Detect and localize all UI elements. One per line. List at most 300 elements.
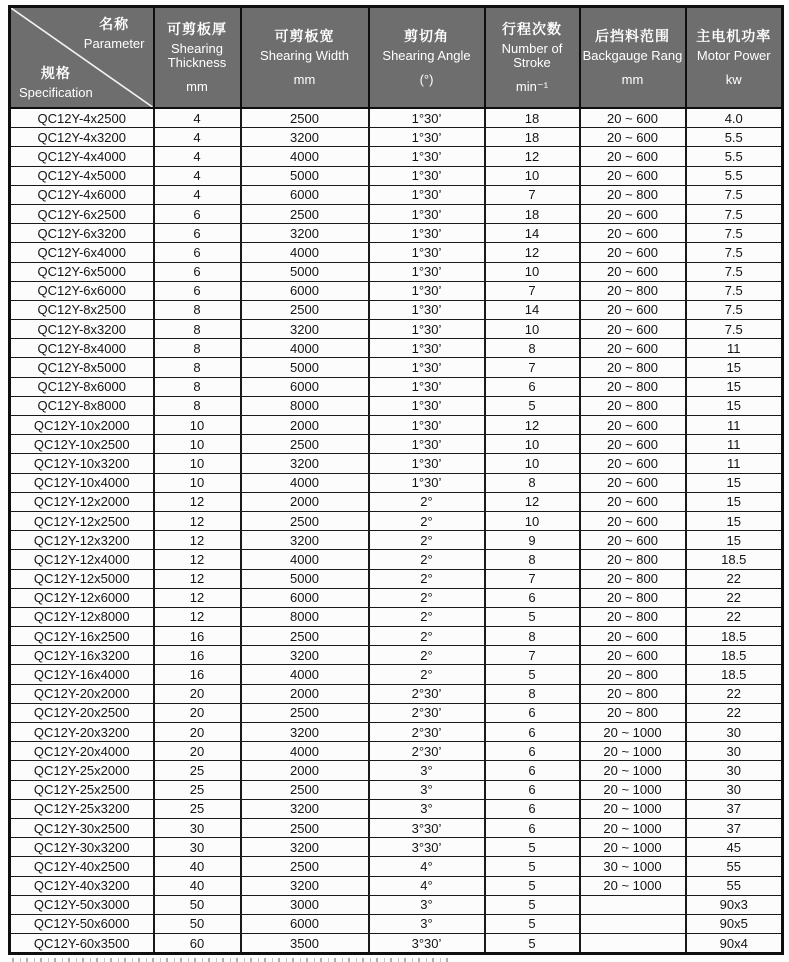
spec-row	[10, 646, 783, 665]
thickness-cell: 4	[154, 128, 241, 147]
thickness-cell: 30	[154, 818, 241, 837]
thickness-cell: 12	[154, 588, 241, 607]
spec-row	[10, 358, 783, 377]
strokes-cell: 7	[485, 281, 580, 300]
backgauge-cell: 20 ~ 600	[580, 473, 686, 492]
backgauge-cell: 20 ~ 800	[580, 684, 686, 703]
backgauge-cell: 20 ~ 600	[580, 243, 686, 262]
col-backgauge-en: Backgauge Rang	[582, 48, 683, 63]
backgauge-cell: 20 ~ 1000	[580, 761, 686, 780]
spec-row	[10, 454, 783, 473]
width-cell: 5000	[241, 166, 369, 185]
thickness-cell: 30	[154, 838, 241, 857]
width-cell: 2500	[241, 780, 369, 799]
width-cell: 6000	[241, 914, 369, 933]
backgauge-cell: 20 ~ 600	[580, 166, 686, 185]
backgauge-cell: 20 ~ 800	[580, 665, 686, 684]
strokes-cell: 5	[485, 838, 580, 857]
model-cell: QC12Y-30x3200	[10, 838, 154, 857]
angle-cell: 1°30’	[369, 435, 485, 454]
thickness-cell: 10	[154, 435, 241, 454]
col-width-en: Shearing Width	[260, 48, 349, 63]
corner-specification-label	[19, 65, 93, 100]
backgauge-cell: 20 ~ 1000	[580, 838, 686, 857]
width-cell: 2500	[241, 204, 369, 223]
spec-row	[10, 243, 783, 262]
model-cell: QC12Y-20x2500	[10, 703, 154, 722]
spec-row	[10, 914, 783, 933]
strokes-cell: 7	[485, 569, 580, 588]
backgauge-cell: 20 ~ 600	[580, 435, 686, 454]
width-cell: 4000	[241, 550, 369, 569]
power-cell: 22	[686, 607, 783, 626]
width-cell: 6000	[241, 281, 369, 300]
model-cell: QC12Y-8x6000	[10, 377, 154, 396]
spec-row	[10, 761, 783, 780]
angle-cell: 2°	[369, 646, 485, 665]
spec-row	[10, 166, 783, 185]
power-cell: 22	[686, 588, 783, 607]
strokes-cell: 7	[485, 646, 580, 665]
angle-cell: 2°	[369, 569, 485, 588]
spec-row	[10, 128, 783, 147]
angle-cell: 3°	[369, 780, 485, 799]
power-cell: 7.5	[686, 262, 783, 281]
power-cell: 30	[686, 761, 783, 780]
strokes-cell: 8	[485, 473, 580, 492]
model-cell: QC12Y-20x4000	[10, 742, 154, 761]
header-col-angle	[369, 7, 485, 109]
width-cell: 2500	[241, 627, 369, 646]
spec-row	[10, 588, 783, 607]
backgauge-cell: 20 ~ 800	[580, 703, 686, 722]
spec-row	[10, 185, 783, 204]
width-cell: 2500	[241, 703, 369, 722]
spec-row	[10, 799, 783, 818]
angle-cell: 3°30’	[369, 838, 485, 857]
corner-parameter-label	[84, 16, 145, 51]
width-cell: 2000	[241, 684, 369, 703]
backgauge-cell	[580, 895, 686, 914]
backgauge-cell: 20 ~ 600	[580, 262, 686, 281]
angle-cell: 1°30’	[369, 396, 485, 415]
model-cell: QC12Y-6x2500	[10, 204, 154, 223]
strokes-cell: 5	[485, 665, 580, 684]
spec-row	[10, 665, 783, 684]
strokes-cell: 8	[485, 627, 580, 646]
spec-row	[10, 262, 783, 281]
thickness-cell: 12	[154, 531, 241, 550]
col-power-en: Motor Power	[696, 48, 771, 63]
width-cell: 3200	[241, 454, 369, 473]
model-cell: QC12Y-60x3500	[10, 934, 154, 954]
power-cell: 7.5	[686, 320, 783, 339]
strokes-cell: 5	[485, 876, 580, 895]
strokes-cell: 5	[485, 934, 580, 954]
backgauge-cell: 20 ~ 600	[580, 147, 686, 166]
thickness-cell: 25	[154, 761, 241, 780]
angle-cell: 1°30’	[369, 204, 485, 223]
thickness-cell: 6	[154, 281, 241, 300]
width-cell: 2500	[241, 300, 369, 319]
spec-row	[10, 224, 783, 243]
backgauge-cell: 20 ~ 600	[580, 224, 686, 243]
corner-specification-en: Specification	[19, 85, 93, 100]
thickness-cell: 8	[154, 320, 241, 339]
backgauge-cell: 20 ~ 600	[580, 531, 686, 550]
width-cell: 5000	[241, 569, 369, 588]
angle-cell: 4°	[369, 876, 485, 895]
width-cell: 6000	[241, 588, 369, 607]
power-cell: 37	[686, 818, 783, 837]
strokes-cell: 12	[485, 243, 580, 262]
power-cell: 45	[686, 838, 783, 857]
angle-cell: 1°30’	[369, 224, 485, 243]
backgauge-cell: 20 ~ 1000	[580, 742, 686, 761]
angle-cell: 1°30’	[369, 358, 485, 377]
backgauge-cell: 20 ~ 600	[580, 108, 686, 128]
thickness-cell: 6	[154, 204, 241, 223]
model-cell: QC12Y-50x3000	[10, 895, 154, 914]
strokes-cell: 14	[485, 224, 580, 243]
angle-cell: 2°30’	[369, 684, 485, 703]
backgauge-cell: 20 ~ 600	[580, 320, 686, 339]
power-cell: 18.5	[686, 665, 783, 684]
strokes-cell: 8	[485, 339, 580, 358]
model-cell: QC12Y-12x6000	[10, 588, 154, 607]
strokes-cell: 6	[485, 588, 580, 607]
model-cell: QC12Y-12x2500	[10, 511, 154, 530]
model-cell: QC12Y-6x3200	[10, 224, 154, 243]
model-cell: QC12Y-4x5000	[10, 166, 154, 185]
strokes-cell: 10	[485, 320, 580, 339]
col-width-unit: mm	[293, 72, 316, 87]
corner-specification-cn: 规格	[40, 65, 71, 81]
backgauge-cell: 20 ~ 800	[580, 377, 686, 396]
thickness-cell: 20	[154, 742, 241, 761]
width-cell: 6000	[241, 185, 369, 204]
angle-cell: 3°30’	[369, 818, 485, 837]
thickness-cell: 20	[154, 703, 241, 722]
backgauge-cell	[580, 914, 686, 933]
power-cell: 15	[686, 531, 783, 550]
header-col-thickness	[154, 7, 241, 109]
col-power-cn: 主电机功率	[696, 28, 772, 44]
backgauge-cell: 20 ~ 600	[580, 128, 686, 147]
width-cell: 2000	[241, 761, 369, 780]
model-cell: QC12Y-10x4000	[10, 473, 154, 492]
model-cell: QC12Y-8x8000	[10, 396, 154, 415]
width-cell: 3200	[241, 531, 369, 550]
thickness-cell: 8	[154, 377, 241, 396]
width-cell: 5000	[241, 358, 369, 377]
angle-cell: 2°	[369, 607, 485, 626]
angle-cell: 1°30’	[369, 320, 485, 339]
thickness-cell: 6	[154, 243, 241, 262]
strokes-cell: 18	[485, 204, 580, 223]
col-strokes-unit: min⁻¹	[515, 78, 549, 94]
model-cell: QC12Y-4x3200	[10, 128, 154, 147]
angle-cell: 1°30’	[369, 166, 485, 185]
angle-cell: 2°	[369, 511, 485, 530]
backgauge-cell: 20 ~ 600	[580, 416, 686, 435]
table-header	[10, 7, 783, 109]
model-cell: QC12Y-40x3200	[10, 876, 154, 895]
power-cell: 18.5	[686, 646, 783, 665]
width-cell: 2500	[241, 435, 369, 454]
angle-cell: 1°30’	[369, 454, 485, 473]
strokes-cell: 5	[485, 396, 580, 415]
model-cell: QC12Y-12x3200	[10, 531, 154, 550]
spec-row	[10, 320, 783, 339]
backgauge-cell: 20 ~ 1000	[580, 876, 686, 895]
thickness-cell: 40	[154, 857, 241, 876]
thickness-cell: 12	[154, 607, 241, 626]
width-cell: 2000	[241, 492, 369, 511]
power-cell: 7.5	[686, 204, 783, 223]
header-col-backgauge	[580, 7, 686, 109]
spec-row	[10, 300, 783, 319]
width-cell: 3200	[241, 646, 369, 665]
header-corner-cell	[10, 7, 154, 109]
width-cell: 4000	[241, 339, 369, 358]
power-cell: 90x3	[686, 895, 783, 914]
backgauge-cell: 20 ~ 800	[580, 607, 686, 626]
strokes-cell: 12	[485, 147, 580, 166]
spec-row	[10, 876, 783, 895]
angle-cell: 3°	[369, 914, 485, 933]
backgauge-cell: 20 ~ 600	[580, 511, 686, 530]
model-cell: QC12Y-20x3200	[10, 723, 154, 742]
angle-cell: 1°30’	[369, 262, 485, 281]
strokes-cell: 14	[485, 300, 580, 319]
strokes-cell: 5	[485, 914, 580, 933]
model-cell: QC12Y-8x3200	[10, 320, 154, 339]
model-cell: QC12Y-30x2500	[10, 818, 154, 837]
header-col-power	[686, 7, 783, 109]
spec-row	[10, 204, 783, 223]
model-cell: QC12Y-4x2500	[10, 108, 154, 128]
col-thickness-en: Shearing Thickness	[167, 41, 227, 70]
backgauge-cell: 20 ~ 1000	[580, 780, 686, 799]
spec-table	[8, 5, 784, 955]
model-cell: QC12Y-25x2000	[10, 761, 154, 780]
strokes-cell: 6	[485, 761, 580, 780]
spec-row	[10, 511, 783, 530]
spec-row	[10, 281, 783, 300]
spec-row	[10, 627, 783, 646]
model-cell: QC12Y-16x4000	[10, 665, 154, 684]
power-cell: 11	[686, 435, 783, 454]
width-cell: 4000	[241, 147, 369, 166]
width-cell: 4000	[241, 742, 369, 761]
col-power-unit: kw	[725, 72, 742, 87]
model-cell: QC12Y-12x4000	[10, 550, 154, 569]
thickness-cell: 8	[154, 358, 241, 377]
spec-row	[10, 531, 783, 550]
model-cell: QC12Y-12x8000	[10, 607, 154, 626]
power-cell: 7.5	[686, 281, 783, 300]
corner-parameter-cn: 名称	[99, 16, 130, 32]
model-cell: QC12Y-8x5000	[10, 358, 154, 377]
power-cell: 55	[686, 876, 783, 895]
col-backgauge-unit: mm	[621, 72, 644, 87]
model-cell: QC12Y-12x2000	[10, 492, 154, 511]
model-cell: QC12Y-40x2500	[10, 857, 154, 876]
col-angle-en: Shearing Angle	[382, 48, 471, 63]
strokes-cell: 10	[485, 435, 580, 454]
power-cell: 90x5	[686, 914, 783, 933]
angle-cell: 1°30’	[369, 147, 485, 166]
backgauge-cell: 20 ~ 800	[580, 396, 686, 415]
thickness-cell: 25	[154, 799, 241, 818]
backgauge-cell: 20 ~ 600	[580, 204, 686, 223]
strokes-cell: 6	[485, 742, 580, 761]
angle-cell: 1°30’	[369, 185, 485, 204]
model-cell: QC12Y-25x3200	[10, 799, 154, 818]
table-body	[10, 108, 783, 954]
model-cell: QC12Y-25x2500	[10, 780, 154, 799]
power-cell: 5.5	[686, 166, 783, 185]
model-cell: QC12Y-6x6000	[10, 281, 154, 300]
strokes-cell: 18	[485, 108, 580, 128]
thickness-cell: 16	[154, 627, 241, 646]
power-cell: 7.5	[686, 243, 783, 262]
power-cell: 18.5	[686, 550, 783, 569]
angle-cell: 3°	[369, 761, 485, 780]
width-cell: 4000	[241, 243, 369, 262]
backgauge-cell: 20 ~ 600	[580, 646, 686, 665]
backgauge-cell: 20 ~ 600	[580, 454, 686, 473]
power-cell: 7.5	[686, 185, 783, 204]
backgauge-cell: 20 ~ 1000	[580, 723, 686, 742]
strokes-cell: 6	[485, 723, 580, 742]
thickness-cell: 20	[154, 723, 241, 742]
power-cell: 22	[686, 569, 783, 588]
strokes-cell: 12	[485, 416, 580, 435]
width-cell: 2500	[241, 818, 369, 837]
width-cell: 5000	[241, 262, 369, 281]
angle-cell: 3°30’	[369, 934, 485, 954]
model-cell: QC12Y-16x2500	[10, 627, 154, 646]
spec-row	[10, 684, 783, 703]
power-cell: 22	[686, 684, 783, 703]
thickness-cell: 12	[154, 550, 241, 569]
angle-cell: 2°30’	[369, 723, 485, 742]
angle-cell: 1°30’	[369, 128, 485, 147]
thickness-cell: 6	[154, 262, 241, 281]
width-cell: 2000	[241, 416, 369, 435]
strokes-cell: 5	[485, 895, 580, 914]
thickness-cell: 16	[154, 646, 241, 665]
model-cell: QC12Y-10x3200	[10, 454, 154, 473]
power-cell: 15	[686, 396, 783, 415]
backgauge-cell: 20 ~ 800	[580, 358, 686, 377]
angle-cell: 2°	[369, 492, 485, 511]
thickness-cell: 20	[154, 684, 241, 703]
spec-row	[10, 857, 783, 876]
thickness-cell: 4	[154, 185, 241, 204]
width-cell: 3200	[241, 876, 369, 895]
width-cell: 4000	[241, 473, 369, 492]
cropped-caption-remnant	[12, 958, 450, 962]
angle-cell: 2°	[369, 627, 485, 646]
thickness-cell: 12	[154, 492, 241, 511]
strokes-cell: 6	[485, 780, 580, 799]
model-cell: QC12Y-6x5000	[10, 262, 154, 281]
header-col-strokes	[485, 7, 580, 109]
angle-cell: 1°30’	[369, 243, 485, 262]
spec-row	[10, 742, 783, 761]
col-thickness-cn: 可剪板厚	[167, 21, 227, 37]
width-cell: 3200	[241, 128, 369, 147]
col-strokes-en: Number of Stroke	[501, 40, 563, 70]
backgauge-cell: 20 ~ 800	[580, 569, 686, 588]
model-cell: QC12Y-12x5000	[10, 569, 154, 588]
angle-cell: 2°30’	[369, 742, 485, 761]
width-cell: 8000	[241, 396, 369, 415]
power-cell: 30	[686, 780, 783, 799]
spec-row	[10, 723, 783, 742]
angle-cell: 3°	[369, 895, 485, 914]
thickness-cell: 4	[154, 108, 241, 128]
backgauge-cell: 20 ~ 800	[580, 281, 686, 300]
strokes-cell: 18	[485, 128, 580, 147]
backgauge-cell: 20 ~ 800	[580, 588, 686, 607]
strokes-cell: 8	[485, 684, 580, 703]
spec-row	[10, 396, 783, 415]
power-cell: 37	[686, 799, 783, 818]
strokes-cell: 5	[485, 857, 580, 876]
strokes-cell: 6	[485, 703, 580, 722]
strokes-cell: 5	[485, 607, 580, 626]
power-cell: 15	[686, 358, 783, 377]
thickness-cell: 40	[154, 876, 241, 895]
power-cell: 15	[686, 473, 783, 492]
model-cell: QC12Y-4x6000	[10, 185, 154, 204]
model-cell: QC12Y-10x2500	[10, 435, 154, 454]
power-cell: 11	[686, 339, 783, 358]
width-cell: 3000	[241, 895, 369, 914]
width-cell: 3200	[241, 838, 369, 857]
model-cell: QC12Y-10x2000	[10, 416, 154, 435]
thickness-cell: 50	[154, 914, 241, 933]
thickness-cell: 10	[154, 454, 241, 473]
col-strokes-cn: 行程次数	[502, 20, 562, 37]
col-thickness-unit: mm	[186, 79, 208, 94]
backgauge-cell	[580, 934, 686, 954]
model-cell: QC12Y-20x2000	[10, 684, 154, 703]
spec-row	[10, 569, 783, 588]
power-cell: 90x4	[686, 934, 783, 954]
thickness-cell: 60	[154, 934, 241, 954]
backgauge-cell: 20 ~ 800	[580, 185, 686, 204]
power-cell: 11	[686, 416, 783, 435]
thickness-cell: 12	[154, 569, 241, 588]
backgauge-cell: 20 ~ 600	[580, 492, 686, 511]
spec-row	[10, 607, 783, 626]
spec-row	[10, 339, 783, 358]
backgauge-cell: 20 ~ 600	[580, 627, 686, 646]
spec-row	[10, 377, 783, 396]
angle-cell: 1°30’	[369, 281, 485, 300]
header-col-width	[241, 7, 369, 109]
strokes-cell: 10	[485, 166, 580, 185]
width-cell: 3500	[241, 934, 369, 954]
power-cell: 4.0	[686, 108, 783, 128]
spec-row	[10, 416, 783, 435]
thickness-cell: 25	[154, 780, 241, 799]
